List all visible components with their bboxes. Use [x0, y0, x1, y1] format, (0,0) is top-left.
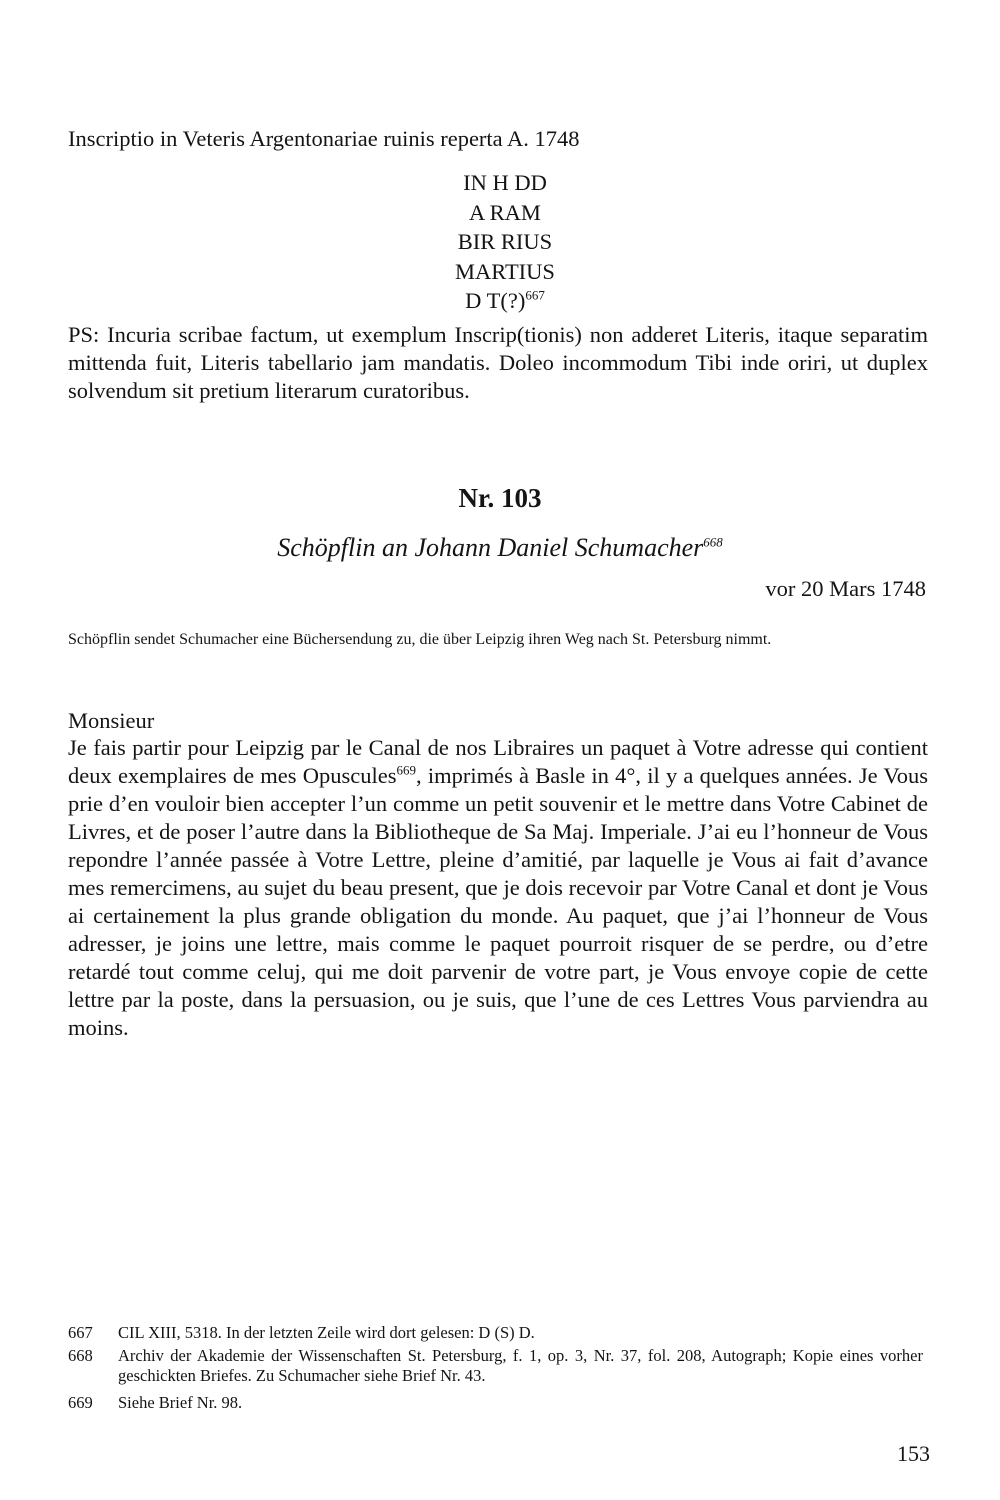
letter-summary: Schöpflin sendet Schumacher eine Büchersendung zu, die über Leipzig ihren Weg nach St. Petersburg nimmt.	[68, 631, 772, 648]
letter-title-text: Schöpflin an Johann Daniel Schumacher	[277, 533, 704, 562]
inscription-line	[0, 286, 1000, 316]
postscript: PS: Incuria scribae factum, ut exemplum Inscrip(tionis) non adderet Literis, itaque separatim mittenda fuit, Literis tabellario jam mandatis. Doleo incommodum Tibi inde oriri, ut duplex solvendum sit pretium literarum curatoribus.	[68, 322, 928, 403]
letter-body	[68, 734, 928, 1042]
footnote-text: Siehe Brief Nr. 98.	[118, 1393, 243, 1412]
footnote-ref-667: 667	[525, 287, 545, 303]
letter-date: vor 20 Mars 1748	[765, 576, 926, 601]
footnote-ref-669: 669	[396, 762, 416, 778]
inscription-last-text: D T(?)	[465, 288, 526, 313]
inscription-block	[0, 168, 1000, 316]
inscription-line: MARTIUS	[455, 258, 555, 284]
footnote-text: CIL XIII, 5318. In der letzten Zeile wird dort gelesen: D (S) D.	[118, 1323, 535, 1342]
footnote-text: Archiv der Akademie der Wissenschaften St. Petersburg, f. 1, op. 3, Nr. 37, fol. 208, Autograph; Kopie eines vorher geschickten Briefes. Zu Schumacher siehe Brief Nr. 43.	[118, 1346, 923, 1385]
footnote-ref-668: 668	[703, 534, 723, 550]
footnote-number: 667	[68, 1323, 93, 1342]
inscription-intro: Inscriptio in Veteris Argentonariae ruinis reperta A. 1748	[68, 126, 580, 151]
letter-number: Nr. 103	[458, 483, 542, 513]
inscription-line: BIR RIUS	[457, 229, 553, 254]
letter-body-part1: Je fais partir pour Leipzig par le Canal de nos Libraires un paquet à Votre adresse qui contient deux exemplaires de mes Opuscules	[68, 735, 928, 788]
footnote-number: 668	[68, 1346, 93, 1365]
letter-body-part2: , imprimés à Basle in 4°, il y a quelques années. Je Vous prie d’en vouloir bien accepter l’un comme un petit souvenir et le mettre dans Votre Cabinet de Livres, et de poser l’autre dans la Bibliotheque de Sa Maj. Imperiale. J’ai eu l’honneur de Vous repondre l’année passée à Votre Lettre, pleine d’amitié, par laquelle je Vous ai fait d’avance mes remercimens, au sujet du beau present, que je dois recevoir par Votre Canal et dont je Vous ai certainement la plus grande obligation du monde. Au paquet, que j’ai l’honneur de Vous adresser, je joins une lettre, mais comme le paquet pourroit risquer de se perdre, ou d’etre retardé tout comme celuj, qui me doit parvenir de votre part, je Vous envoye copie de cette lettre par la poste, dans la persuasion, ou je suis, que l’une de ces Lettres Vous parviendra au moins.	[68, 763, 928, 1040]
inscription-line: IN H DD	[463, 170, 547, 195]
salutation: Monsieur	[68, 708, 155, 733]
inscription-line: A RAM	[469, 199, 541, 225]
letter-title	[0, 531, 1000, 565]
page-number: 153	[897, 1441, 930, 1466]
footnote-number: 669	[68, 1393, 93, 1412]
